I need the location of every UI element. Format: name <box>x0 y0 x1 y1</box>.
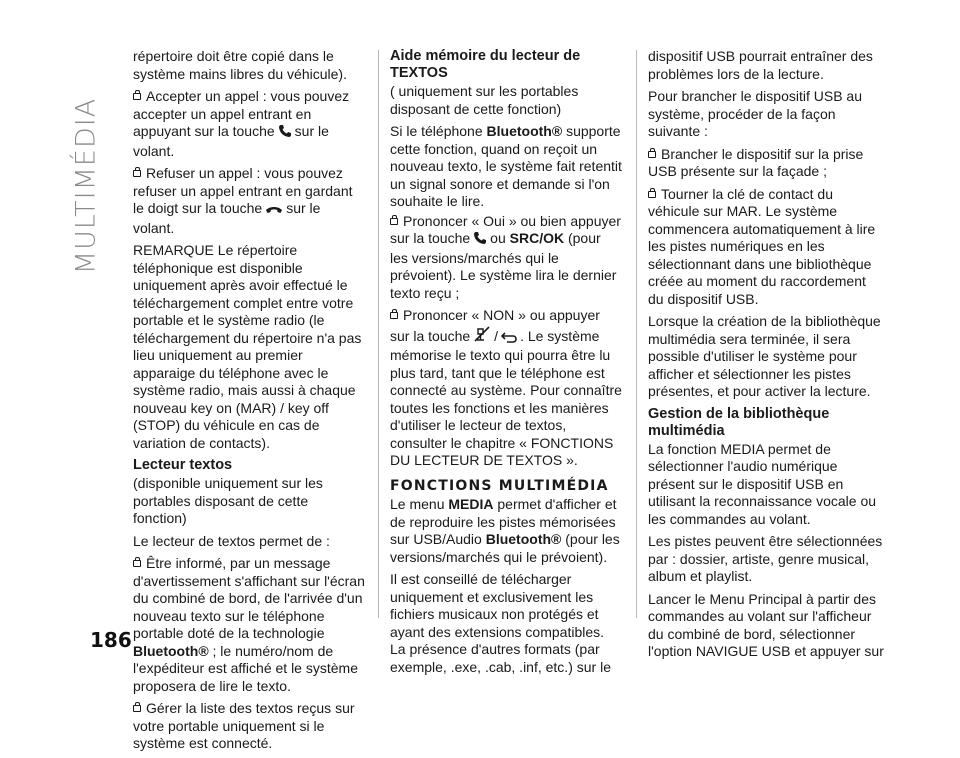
column-divider <box>378 50 379 618</box>
bullet-icon <box>133 560 141 567</box>
bullet-item <box>648 186 884 309</box>
section-heading: Lecteur textos <box>133 457 233 473</box>
phone-hangup-icon <box>265 202 283 220</box>
paragraph-text: Si le téléphone <box>390 123 483 139</box>
bullet-text: sur le volant. <box>133 200 321 236</box>
section-title: FONCTIONS MULTIMÉDIA <box>390 477 609 494</box>
text-column-1 <box>133 48 365 758</box>
bluetooth-term: Bluetooth® <box>486 123 563 139</box>
paragraph: Pour brancher le dispositif USB au système, procéder de la façon suivante : <box>648 88 862 139</box>
bullet-text: / <box>494 327 499 344</box>
phone-accept-icon <box>473 231 487 250</box>
bullet-item <box>133 88 365 160</box>
bullet-item <box>390 307 622 470</box>
bullet-icon <box>133 170 141 177</box>
paragraph-text: (pour les versions/marchés qui le prévoient). <box>390 531 620 565</box>
bullet-icon <box>390 218 398 225</box>
bullet-item <box>133 555 365 695</box>
bullet-text: Tourner la clé de contact du véhicule sur MAR. Le système commencera automatiquement à lire les pistes numériques en les sélectionnant dans une bibliothèque créée au moment du raccordement du dispositif USB. <box>648 185 876 307</box>
phone-accept-icon <box>278 124 292 143</box>
paragraph: ( uniquement sur les portables disposant de cette fonction) <box>390 83 579 117</box>
bullet-item <box>390 213 622 303</box>
section-heading: Gestion de la bibliothèque multimédia <box>648 405 830 439</box>
bullet-item <box>133 700 365 753</box>
src-ok-key: SRC/OK <box>509 230 565 246</box>
bullet-text: (pour les versions/marchés qui le prévoient). Le système lira le dernier texto reçu ; <box>390 230 617 301</box>
bullet-text: Gérer la liste des textos reçus sur votre portable uniquement si le système est connecté. <box>133 700 355 751</box>
bullet-icon <box>648 191 656 198</box>
bullet-icon <box>648 151 656 158</box>
bullet-text: ; le numéro/nom de l'expéditeur est affiché et le système proposera de lire le texto. <box>133 642 358 694</box>
section-side-label: MULTIMÉDIA <box>70 97 102 275</box>
paragraph: Les pistes peuvent être sélectionnées par : dossier, artiste, genre musical, album et playlist. <box>648 533 883 584</box>
paragraph: répertoire doit être copié dans le système mains libres du véhicule). <box>133 48 347 82</box>
bullet-item <box>648 146 884 181</box>
bullet-text: Prononcer « NON » ou appuyer sur la touche <box>390 307 600 344</box>
voice-off-icon <box>473 325 491 348</box>
paragraph: REMARQUE Le répertoire téléphonique est disponible uniquement après avoir effectué le téléchargement complet entre votre portable et le système radio (le téléchargement du répertoire n'a pas lieu uniquement au premier apparaige du téléphone avec le système radio, mais aussi à chaque nouveau key on (MAR) / key off (STOP) du véhicule en cas de variation de contacts). <box>133 242 362 451</box>
paragraph: Le lecteur de textos permet de : <box>133 532 330 549</box>
page-number: 186 <box>90 628 132 652</box>
bullet-text: Brancher le dispositif sur la prise USB présente sur la façade ; <box>648 145 864 179</box>
paragraph: La fonction MEDIA permet de sélectionner l'audio numérique présent sur le dispositif USB en utilisant la reconnaissance vocale ou les commandes au volant. <box>648 440 877 527</box>
media-term: MEDIA <box>448 496 494 512</box>
bullet-text: Accepter un appel : vous pouvez accepter un appel entrant en appuyant sur la touche <box>133 88 350 139</box>
bullet-text: Refuser un appel : vous pouvez refuser un appel entrant en gardant le doigt sur la touche <box>133 165 353 216</box>
paragraph: Lancer le Menu Principal à partir des commandes au volant sur l'afficheur du combiné de bord, sélectionner l'option NAVIGUE USB et appuyer sur <box>648 590 884 659</box>
bullet-text: . Le système mémorise le texto qui pourra être lu plus tard, tant que le téléphone est connecté au système. Pour connaître toutes les fonctions et les manières d'utiliser le lecteur de textos, consulter le chapitre « FONCTIONS DU LECTEUR DE TEXTOS ». <box>390 327 622 468</box>
paragraph: dispositif USB pourrait entraîner des problèmes lors de la lecture. <box>648 48 873 82</box>
bluetooth-term: Bluetooth® <box>485 531 562 547</box>
bullet-text: ou <box>490 230 506 246</box>
bullet-icon <box>133 93 141 100</box>
return-icon <box>501 330 517 348</box>
bullet-text: sur le volant. <box>133 123 329 159</box>
paragraph-text: permet d'afficher et de reproduire les pistes mémorisées sur USB/Audio <box>390 496 617 547</box>
paragraph: Lorsque la création de la bibliothèque multimédia sera terminée, il sera possible d'utiliser le système pour afficher et sélectionner les pistes présentes, et pour activer la lecture. <box>648 313 881 399</box>
text-column-3 <box>648 48 884 666</box>
paragraph: Il est conseillé de télécharger uniquement et exclusivement les fichiers musicaux non protégés et ayant des extensions compatibles. La présence d'autres formats (par exemple, .exe, .cab, .inf, etc.) sur le <box>390 571 611 675</box>
bullet-text: Être informé, par un message d'avertissement s'affichant sur l'écran du combiné de bord, de l'arrivée d'un nouveau texto sur le téléphone portable doté de la technologie <box>133 555 365 641</box>
bullet-item <box>133 165 365 237</box>
bluetooth-term: Bluetooth® <box>133 642 209 659</box>
section-heading: Aide mémoire du lecteur de TEXTOS <box>390 48 581 81</box>
bullet-icon <box>390 312 398 319</box>
paragraph <box>390 496 622 566</box>
paragraph-text: supporte cette fonction, quand on reçoit un nouveau texto, le système fait retentit un signal sonore et demande si l'on souhaite le lire. <box>390 123 622 209</box>
text-column-2 <box>390 48 622 681</box>
bullet-text: Prononcer « Oui » ou bien appuyer sur la touche <box>390 212 621 246</box>
column-divider <box>636 50 637 618</box>
paragraph: (disponible uniquement sur les portables disposant de cette fonction) <box>133 475 323 526</box>
paragraph <box>390 123 622 211</box>
bullet-icon <box>133 705 141 712</box>
paragraph-text: Le menu <box>390 496 445 512</box>
